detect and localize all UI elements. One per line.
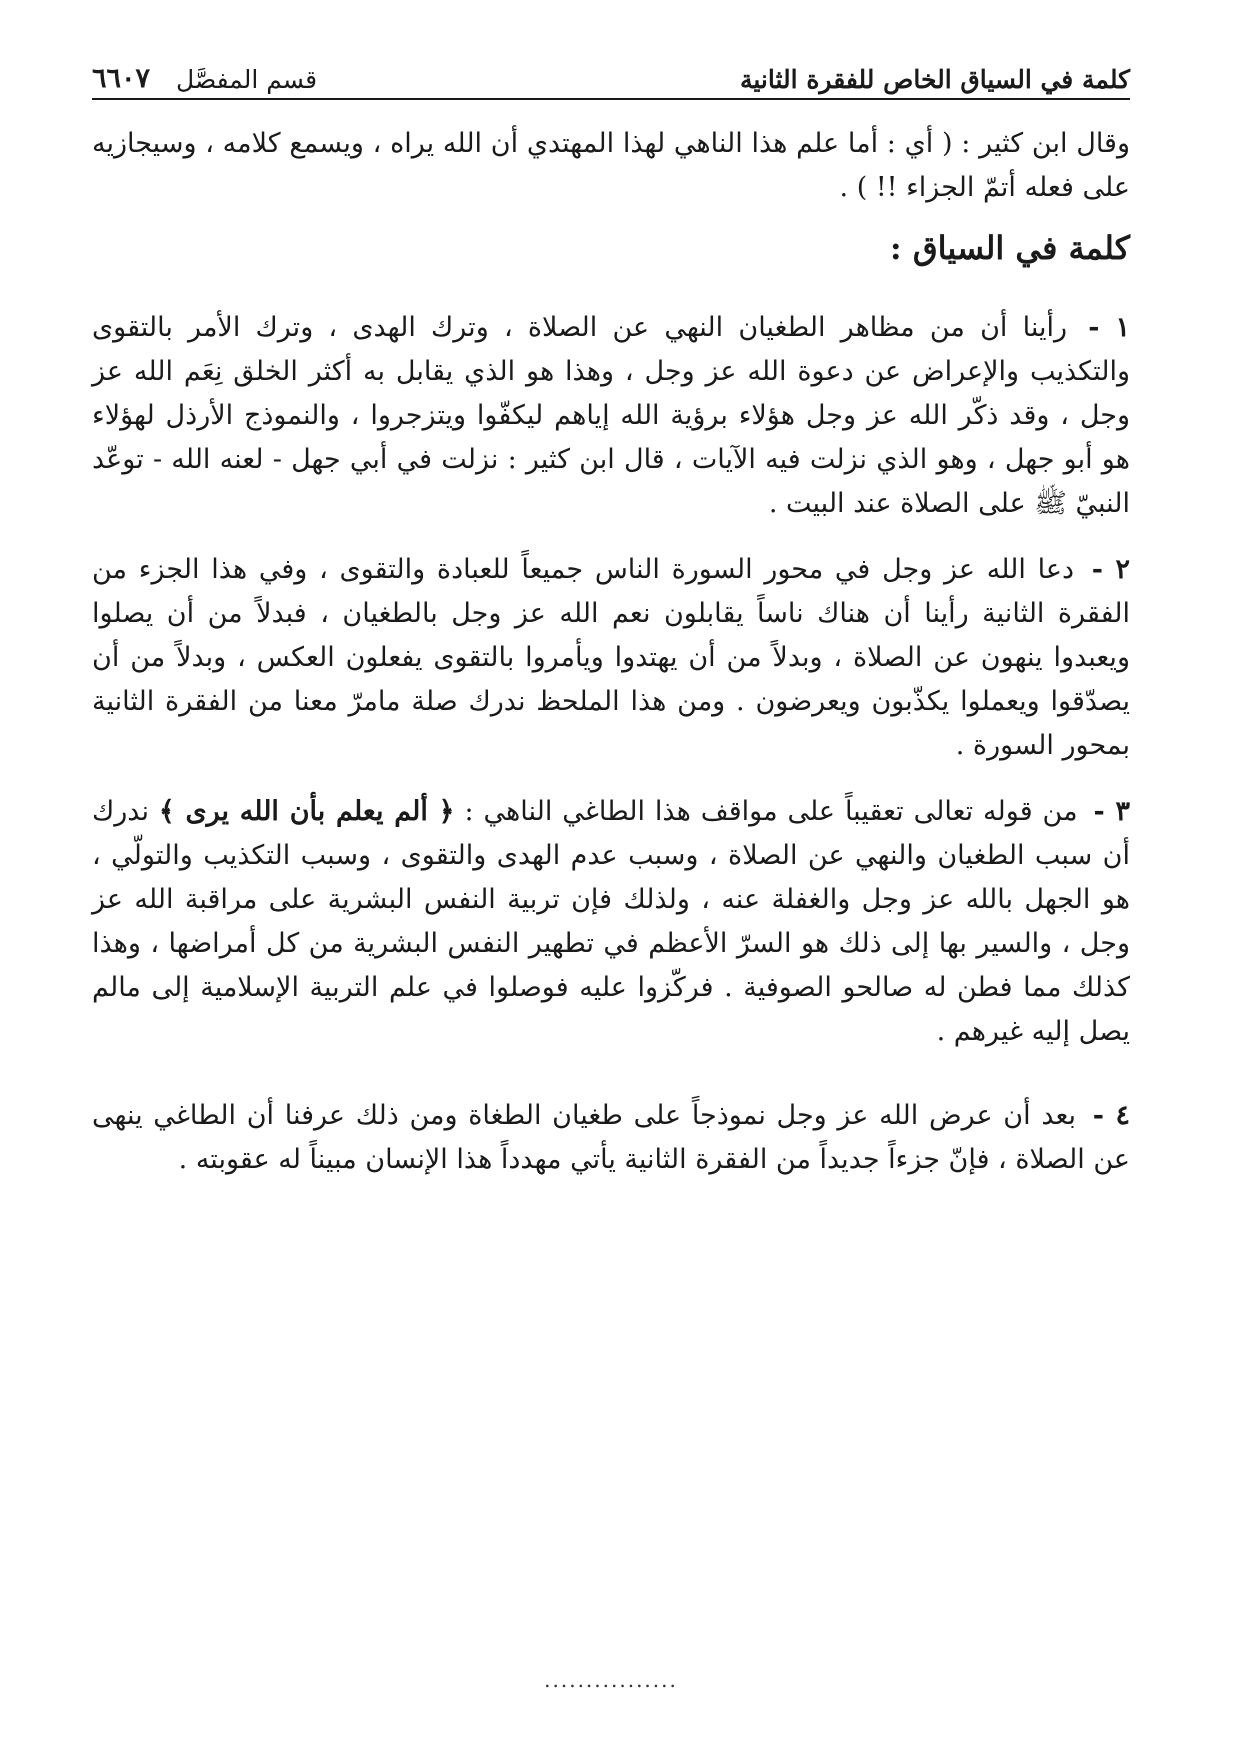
paragraph-4 [92, 1094, 1130, 1182]
paragraph-3 [92, 790, 1130, 1054]
page-header [92, 48, 1130, 100]
page-number: ٦٦٠٧ [92, 63, 151, 94]
paragraph-1 [92, 306, 1130, 526]
section-heading: كلمة في السياق : [889, 229, 1130, 267]
paragraph-number: ٤ - [1092, 1100, 1130, 1131]
body-text [92, 122, 1130, 1182]
paragraph-number: ٢ - [1091, 554, 1130, 585]
paragraph-text: رأينا أن من مظاهر الطغيان النهي عن الصلاة ، وترك الهدى ، وترك الأمر بالتقوى والتكذيب والإعراض عن دعوة الله عز وجل ، وهذا هو الذي يقابل به أكثر الخلق نِعَم الله عز وجل ، وقد ذكّر الله عز وجل هؤلاء برؤية الله إياهم ليكفّوا ويتزجروا ، والنموذج الأرذل لهؤلاء هو أبو جهل ، وهو الذي نزلت فيه الآيات ، قال ابن كثير : نزلت في أبي جهل - لعنه الله - توعّد النبيّ ﷺ على الصلاة عند البيت . [92, 312, 1130, 519]
quran-verse: ﴿ ألم يعلم بأن الله يرى ﴾ [158, 796, 455, 827]
header-left-group [92, 63, 317, 94]
end-of-section-dots: ................ [544, 1668, 678, 1692]
paragraph-2 [92, 548, 1130, 768]
paragraph-number: ٣ - [1093, 796, 1130, 827]
intro-paragraph: وقال ابن كثير : ( أي : أما علم هذا الناهي لهذا المهتدي أن الله يراه ، ويسمع كلامه ، وسيجازيه على فعله أتمّ الجزاء !! ) . [92, 128, 1130, 203]
section-name: قسم المفصَّل [176, 65, 318, 94]
paragraph-text: من قوله تعالى تعقيباً على مواقف هذا الطاغي الناهي : [464, 796, 1078, 827]
running-title: كلمة في السياق الخاص للفقرة الثانية [739, 65, 1130, 94]
paragraph-text: دعا الله عز وجل في محور السورة الناس جميعاً للعبادة والتقوى ، وفي هذا الجزء من الفقرة الثانية رأينا أن هناك ناساً يقابلون نعم الله عز وجل بالطغيان ، فبدلاً من أن يصلوا ويعبدوا ينهون عن الصلاة ، وبدلاً من أن يهتدوا ويأمروا بالتقوى يفعلون العكس ، وبدلاً من أن يصدّقوا ويعملوا يكذّبون ويعرضون . ومن هذا الملحظ ندرك صلة مامرّ معنا من الفقرة الثانية بمحور السورة . [92, 554, 1130, 761]
paragraph-number: ١ - [1088, 312, 1131, 343]
paragraph-text: بعد أن عرض الله عز وجل نموذجاً على طغيان الطغاة ومن ذلك عرفنا أن الطاغي ينهى عن الصلاة ، فإنّ جزءاً جديداً من الفقرة الثانية يأتي مهدداً هذا الإنسان مبيناً له عقوبته . [92, 1100, 1130, 1175]
paragraph-text-continued: ندرك أن سبب الطغيان والنهي عن الصلاة ، وسبب عدم الهدى والتقوى ، وسبب التكذيب والتولّي ، هو الجهل بالله عز وجل والغفلة عنه ، ولذلك فإن تربية النفس البشرية على مراقبة الله عز وجل ، والسير بها إلى ذلك هو السرّ الأعظم في تطهير النفس البشرية من كل أمراضها ، وهذا كذلك مما فطن له صالحو الصوفية . فركّزوا عليه فوصلوا في علم التربية الإسلامية إلى مالم يصل إليه غيرهم . [92, 796, 1130, 1047]
document-page [92, 48, 1130, 1708]
